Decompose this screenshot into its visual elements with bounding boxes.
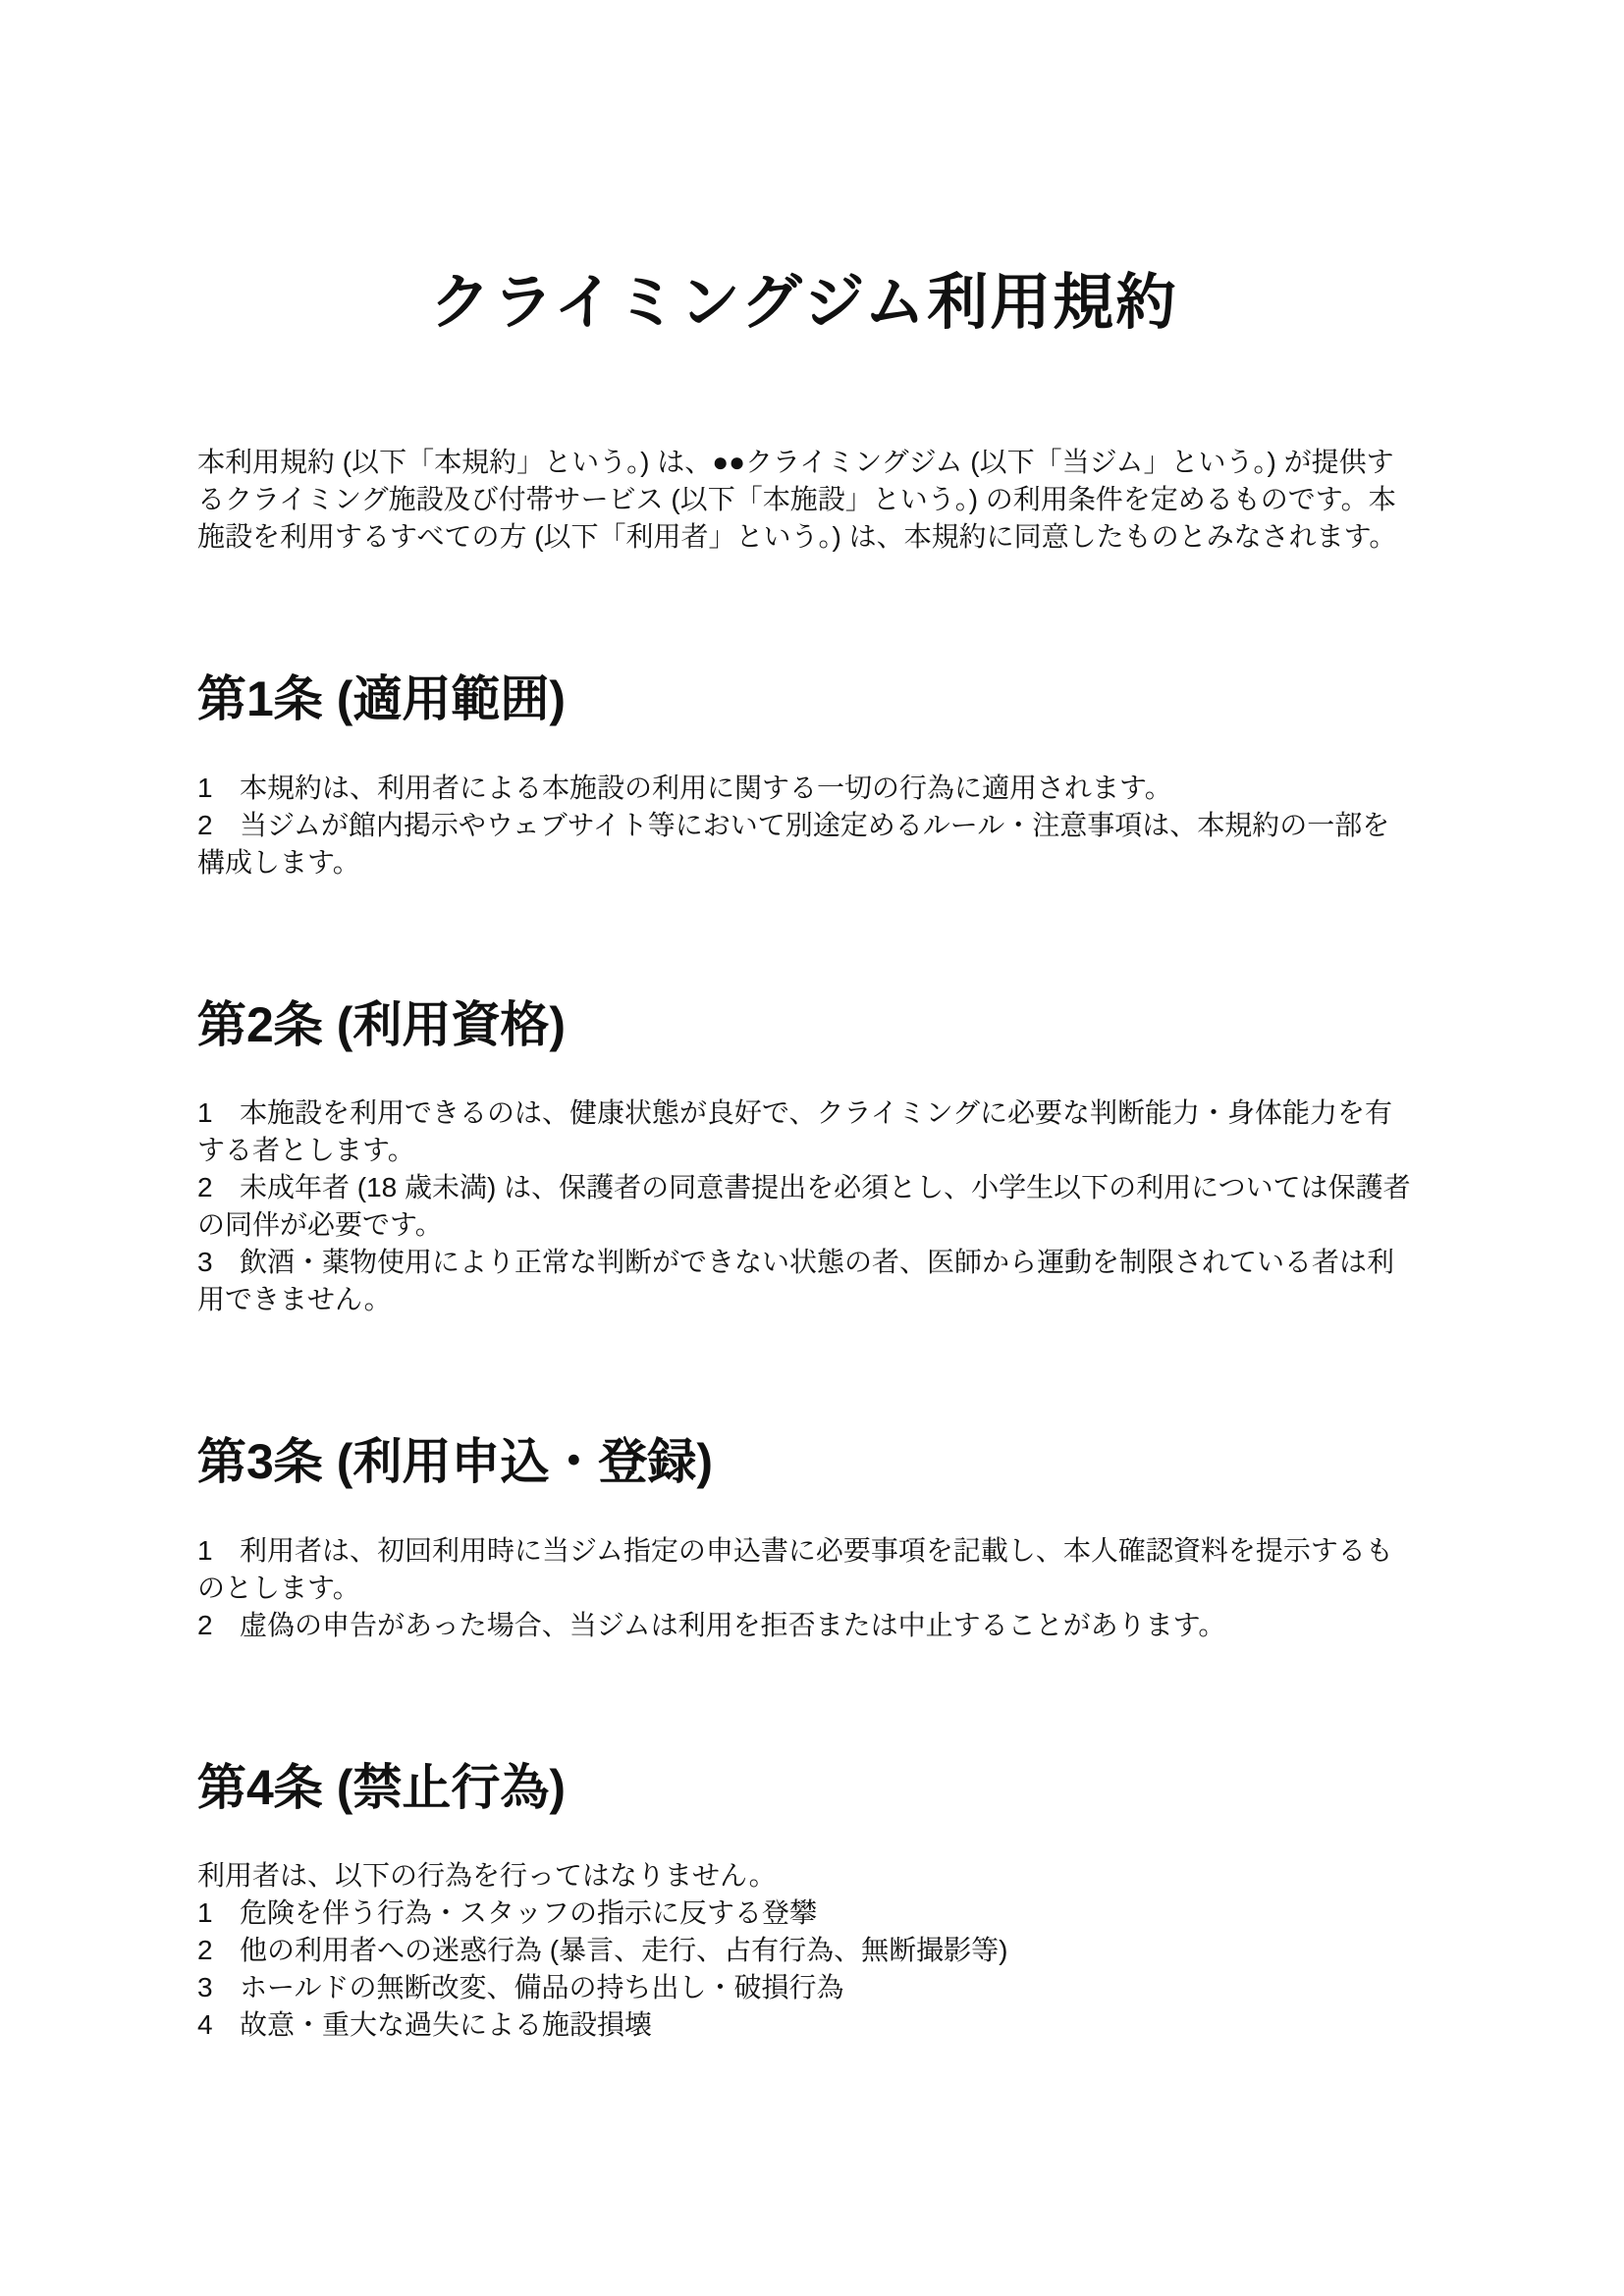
clause-item xyxy=(197,1895,1411,1932)
clause-text: 飲酒・薬物使用により正常な判断ができない状態の者、医師から運動を制限されている者は利用できません。 xyxy=(197,1247,1395,1314)
clause-number: 1 xyxy=(197,1897,213,1928)
section-heading-1: 第1条 (適用範囲) xyxy=(197,671,566,726)
clause-item xyxy=(197,1969,1411,2006)
section-heading-2: 第2条 (利用資格) xyxy=(197,996,566,1052)
section-heading-3: 第3条 (利用申込・登録) xyxy=(197,1434,713,1489)
section-article-3 xyxy=(197,1436,1411,1644)
section-article-2 xyxy=(197,996,1411,1319)
clause-number: 4 xyxy=(197,2009,213,2040)
clause-item xyxy=(197,1095,1411,1169)
clause-text: ホールドの無断改変、備品の持ち出し・破損行為 xyxy=(240,1972,844,2002)
intro-paragraph: 本利用規約 (以下「本規約」という。) は、●●クライミングジム (以下「当ジム」という。) が提供するクライミング施設及び付帯サービス (以下「本施設」という。) の利用条件を定めるものです。本施設を利用するすべての方 (以下「利用者」という。) は、本規約に同意したものとみなされます。 xyxy=(197,447,1397,552)
clause-text: 本施設を利用できるのは、健康状態が良好で、クライミングに必要な判断能力・身体能力を有する者とします。 xyxy=(197,1097,1393,1165)
clause-number: 1 xyxy=(197,1534,213,1566)
section-heading-4: 第4条 (禁止行為) xyxy=(197,1759,566,1815)
clause-item xyxy=(197,770,1411,807)
clause-text: 他の利用者への迷惑行為 (暴言、走行、占有行為、無断撮影等) xyxy=(240,1935,1008,1965)
clause-item xyxy=(197,807,1411,881)
clause-number: 2 xyxy=(197,809,213,840)
clause-text: 本規約は、利用者による本施設の利用に関する一切の行為に適用されます。 xyxy=(240,772,1172,803)
clause-item xyxy=(197,2006,1411,2044)
section-article-1 xyxy=(197,673,1411,881)
section-article-4 xyxy=(197,1759,1411,2045)
clause-item xyxy=(197,1244,1411,1318)
clause-item xyxy=(197,1607,1411,1644)
clause-item xyxy=(197,1169,1411,1244)
clause-number: 1 xyxy=(197,1097,213,1128)
clause-item xyxy=(197,1532,1411,1607)
clause-text: 故意・重大な過失による施設損壊 xyxy=(240,2009,653,2040)
clause-text: 利用者は、初回利用時に当ジム指定の申込書に必要事項を記載し、本人確認資料を提示するものとします。 xyxy=(197,1534,1393,1603)
clause-number: 3 xyxy=(197,1247,213,1277)
clause-number: 2 xyxy=(197,1935,213,1965)
section-intro: 利用者は、以下の行為を行ってはなりません。 xyxy=(197,1860,777,1891)
clause-number: 1 xyxy=(197,772,213,803)
clause-item xyxy=(197,1932,1411,1969)
clause-text: 当ジムが館内掲示やウェブサイト等において別途定めるルール・注意事項は、本規約の一部を構成します。 xyxy=(197,809,1390,878)
clause-number: 2 xyxy=(197,1609,213,1640)
clause-text: 危険を伴う行為・スタッフの指示に反する登攀 xyxy=(240,1897,818,1928)
clause-number: 3 xyxy=(197,1972,213,2002)
clause-number: 2 xyxy=(197,1172,213,1202)
clause-text: 虚偽の申告があった場合、当ジムは利用を拒否または中止することがあります。 xyxy=(240,1609,1226,1640)
document-title: クライミングジム利用規約 xyxy=(429,269,1179,337)
clause-text: 未成年者 (18 歳未満) は、保護者の同意書提出を必須とし、小学生以下の利用については保護者の同伴が必要です。 xyxy=(197,1172,1411,1240)
